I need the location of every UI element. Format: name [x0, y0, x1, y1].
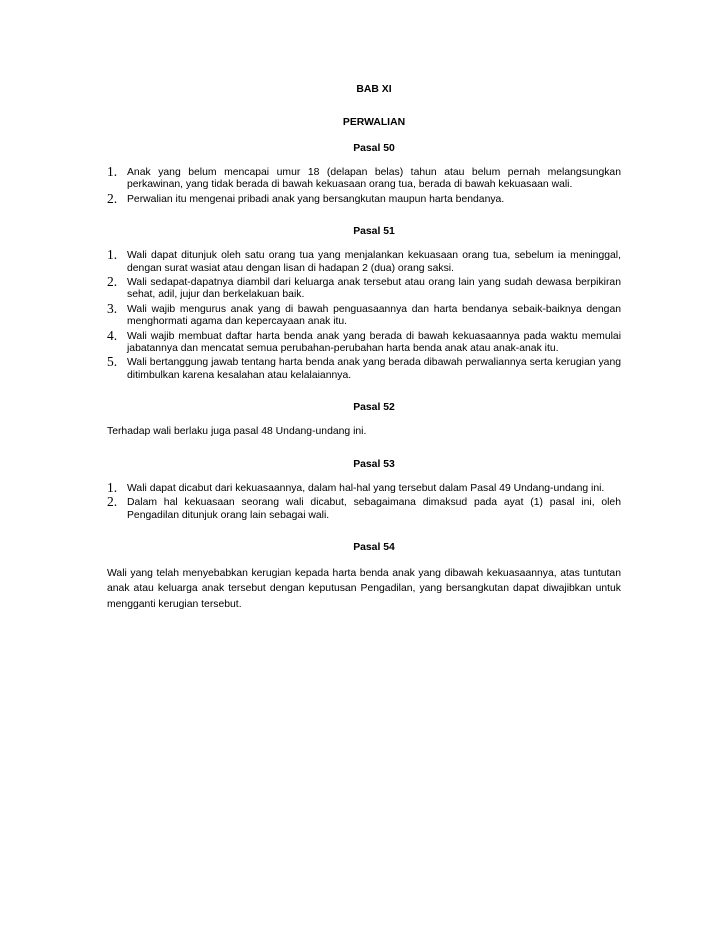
item-text: Wali wajib mengurus anak yang di bawah penguasaannya dan harta bendanya sebaik-baiknya dengan menghormati agama dan kepercayaan anak itu.: [127, 303, 621, 328]
item-number: 1.: [107, 247, 118, 263]
item-number: 2.: [107, 494, 118, 510]
item-number: 3.: [107, 300, 118, 316]
pasal-50-list: [107, 164, 621, 206]
item-text: Anak yang belum mencapai umur 18 (delapan belas) tahun atau belum pernah melangsungkan perkawinan, yang tidak berada di bawah kekuasaan orang tua, berada di bawah kekuasaan wali.: [127, 167, 621, 191]
pasal-52-text: Terhadap wali berlaku juga pasal 48 Undang-undang ini.: [107, 426, 367, 438]
chapter-title: PERWALIAN: [342, 117, 406, 128]
list-item: [107, 190, 621, 206]
item-number: 4.: [107, 327, 118, 343]
item-text: Wali dapat dicabut dari kekuasaannya, dalam hal-hal yang tersebut dalam Pasal 49 Undang-undang ini.: [127, 482, 605, 494]
list-item: [107, 300, 621, 329]
item-text: Perwalian itu mengenai pribadi anak yang bersangkutan maupun harta bendanya.: [127, 193, 505, 205]
item-text: Wali wajib membuat daftar harta benda anak yang berada di bawah kekuasaannya pada waktu memulai jabatannya dan mencatat semua perubahan-perubahan harta benda anak atau anak-anak itu.: [127, 330, 621, 355]
pasal-53-heading: Pasal 53: [353, 458, 395, 470]
item-number: 2.: [107, 190, 118, 206]
item-text: Wali bertanggung jawab tentang harta benda anak yang berada dibawah perwaliannya serta kerugian yang ditimbulkan karena kesalahan atau kelalaiannya.: [127, 357, 621, 381]
list-item: [107, 164, 621, 192]
pasal-54-heading: Pasal 54: [353, 541, 395, 553]
list-item: [107, 479, 621, 495]
item-text: Wali sedapat-dapatnya diambil dari keluarga anak tersebut atau orang lain yang sudah dewasa berpikiran sehat, adil, jujur dan berkelakuan baik.: [127, 277, 621, 301]
item-number: 2.: [107, 274, 118, 290]
item-number: 1.: [107, 479, 118, 495]
pasal-51-list: [107, 247, 621, 382]
pasal-51-heading: Pasal 51: [353, 226, 395, 238]
list-item: [107, 274, 621, 302]
item-text: Wali dapat ditunjuk oleh satu orang tua yang menjalankan kekuasaan orang tua, sebelum ia meninggal, dengan surat wasiat atau dengan lisan di hadapan 2 (dua) orang saksi.: [127, 250, 621, 274]
list-item: [107, 247, 621, 275]
pasal-53-list: [107, 479, 621, 522]
pasal-52-heading: Pasal 52: [353, 402, 395, 414]
pasal-54-text: Wali yang telah menyebabkan kerugian kepada harta benda anak yang dibawah kekuasaannya, atas tuntutan anak atau keluarga anak tersebut dengan keputusan Pengadilan, yang bersangkutan dapat diwajibkan untuk mengganti kerugian tersebut.: [107, 567, 621, 610]
item-text: Dalam hal kekuasaan seorang wali dicabut, sebagaimana dimaksud pada ayat (1) pasal ini, oleh Pengadilan ditunjuk orang lain sebagai wali.: [127, 497, 621, 521]
list-item: [107, 327, 621, 356]
chapter-heading: BAB XI: [356, 84, 392, 95]
item-number: 5.: [107, 354, 118, 370]
list-item: [107, 354, 621, 382]
list-item: [107, 494, 621, 522]
pasal-50-heading: Pasal 50: [353, 143, 395, 154]
item-number: 1.: [107, 164, 118, 179]
